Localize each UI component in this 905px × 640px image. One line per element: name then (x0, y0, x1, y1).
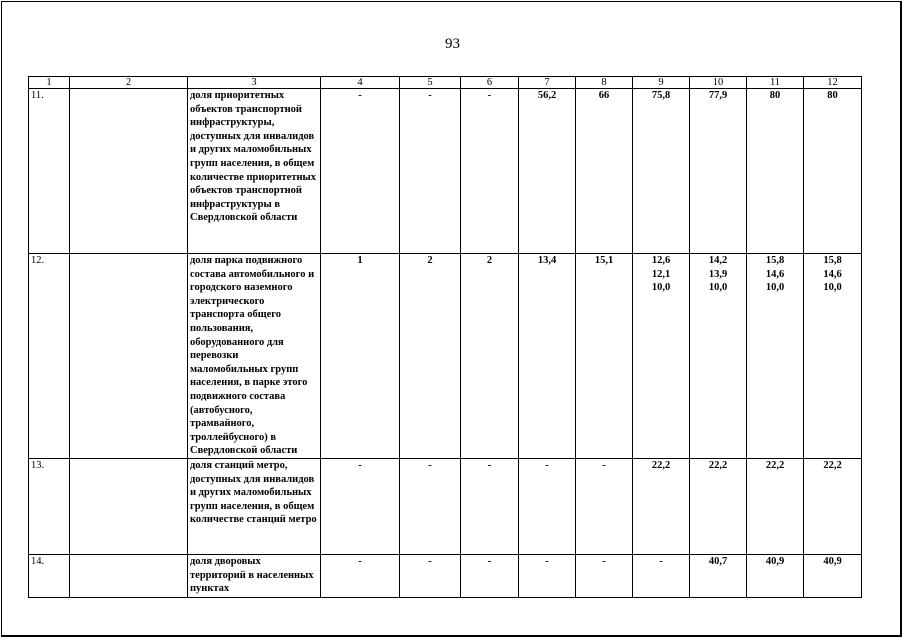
value-line: 10,0 (708, 282, 728, 294)
row-number: 11. (29, 89, 70, 254)
value-line: 10,0 (765, 282, 785, 294)
cell-value: 15,1 (576, 254, 633, 459)
cell-value (747, 459, 804, 555)
value-line: 22,2 (765, 460, 785, 471)
value-line: 77,9 (708, 90, 728, 101)
indicator-name: доля дворовых территорий в населенных пунктах (188, 555, 321, 598)
value-line: 10,0 (651, 282, 671, 294)
column-header: 12 (804, 77, 862, 89)
column-header: 3 (188, 77, 321, 89)
cell-value: - (400, 459, 461, 555)
cell-value (690, 459, 747, 555)
cell-value: 13,4 (519, 254, 576, 459)
cell-value: 66 (576, 89, 633, 254)
column-header: 10 (690, 77, 747, 89)
value-line: 40,9 (823, 556, 842, 567)
cell-value (633, 555, 690, 598)
cell-value: - (321, 89, 400, 254)
column-header: 11 (747, 77, 804, 89)
cell-value: - (519, 555, 576, 598)
value-line: 22,2 (651, 460, 671, 471)
cell-value: - (576, 555, 633, 598)
column-header: 2 (70, 77, 188, 89)
cell-value: - (461, 459, 519, 555)
indicator-name: доля станций метро, доступных для инвалидов и других маломобильных групп населения, в общем количестве станций метро (188, 459, 321, 555)
column-header: 6 (461, 77, 519, 89)
cell-value (633, 254, 690, 459)
cell-value: - (321, 459, 400, 555)
row-col2 (70, 254, 188, 459)
value-line: 14,6 (823, 268, 842, 280)
value-line: 14,6 (765, 268, 785, 280)
page-number: 93 (445, 36, 460, 52)
value-line: 15,8 (823, 255, 842, 266)
cell-value: - (400, 555, 461, 598)
value-line: 15,8 (765, 255, 785, 266)
cell-value (804, 555, 862, 598)
value-line: 13,9 (708, 268, 728, 280)
cell-value: 56,2 (519, 89, 576, 254)
cell-value (633, 89, 690, 254)
value-line: 40,9 (765, 556, 785, 567)
row-col2 (70, 89, 188, 254)
row-number: 13. (29, 459, 70, 555)
cell-value: - (461, 89, 519, 254)
cell-value: - (461, 555, 519, 598)
indicator-name: доля парка подвижного состава автомобильного и городского наземного электрического транспорта общего пользования, оборудованного для перевозки маломобильных групп населения, в парке этого подвижного состава (автобусного, трамвайного, троллейбусного) в Свердловской области (188, 254, 321, 459)
value-line: 10,0 (823, 282, 842, 294)
column-header: 4 (321, 77, 400, 89)
column-header: 8 (576, 77, 633, 89)
value-line: 14,2 (708, 255, 728, 266)
value-line: 80 (769, 90, 781, 101)
value-line: 75,8 (651, 90, 671, 101)
cell-value (690, 89, 747, 254)
table-row (29, 89, 862, 254)
row-number: 12. (29, 254, 70, 459)
cell-value: 1 (321, 254, 400, 459)
value-line: 22,2 (823, 460, 842, 471)
cell-value (690, 254, 747, 459)
cell-value (690, 555, 747, 598)
table-row (29, 459, 862, 555)
cell-value (747, 555, 804, 598)
value-line: 22,2 (708, 460, 728, 471)
cell-value: 2 (461, 254, 519, 459)
header-row (29, 77, 862, 89)
cell-value (804, 459, 862, 555)
table-row (29, 555, 862, 598)
cell-value: 2 (400, 254, 461, 459)
value-line: - (659, 556, 663, 567)
table-row (29, 254, 862, 459)
indicator-table (28, 76, 862, 598)
cell-value: - (519, 459, 576, 555)
value-line: 80 (827, 90, 838, 101)
cell-value (747, 89, 804, 254)
cell-value: - (576, 459, 633, 555)
indicator-name: доля приоритетных объектов транспортной инфраструктуры, доступных для инвалидов и других маломобильных групп населения, в общем количестве приоритетных объектов транспортной инфраструктуры в Свердловской области (188, 89, 321, 254)
cell-value (633, 459, 690, 555)
column-header: 1 (29, 77, 70, 89)
value-line: 12,1 (651, 268, 671, 280)
row-col2 (70, 459, 188, 555)
column-header: 9 (633, 77, 690, 89)
cell-value: - (400, 89, 461, 254)
row-col2 (70, 555, 188, 598)
value-line: 40,7 (708, 556, 728, 567)
cell-value (804, 89, 862, 254)
column-header: 5 (400, 77, 461, 89)
value-line: 12,6 (651, 255, 671, 266)
row-number: 14. (29, 555, 70, 598)
column-header: 7 (519, 77, 576, 89)
cell-value (747, 254, 804, 459)
cell-value (804, 254, 862, 459)
cell-value: - (321, 555, 400, 598)
